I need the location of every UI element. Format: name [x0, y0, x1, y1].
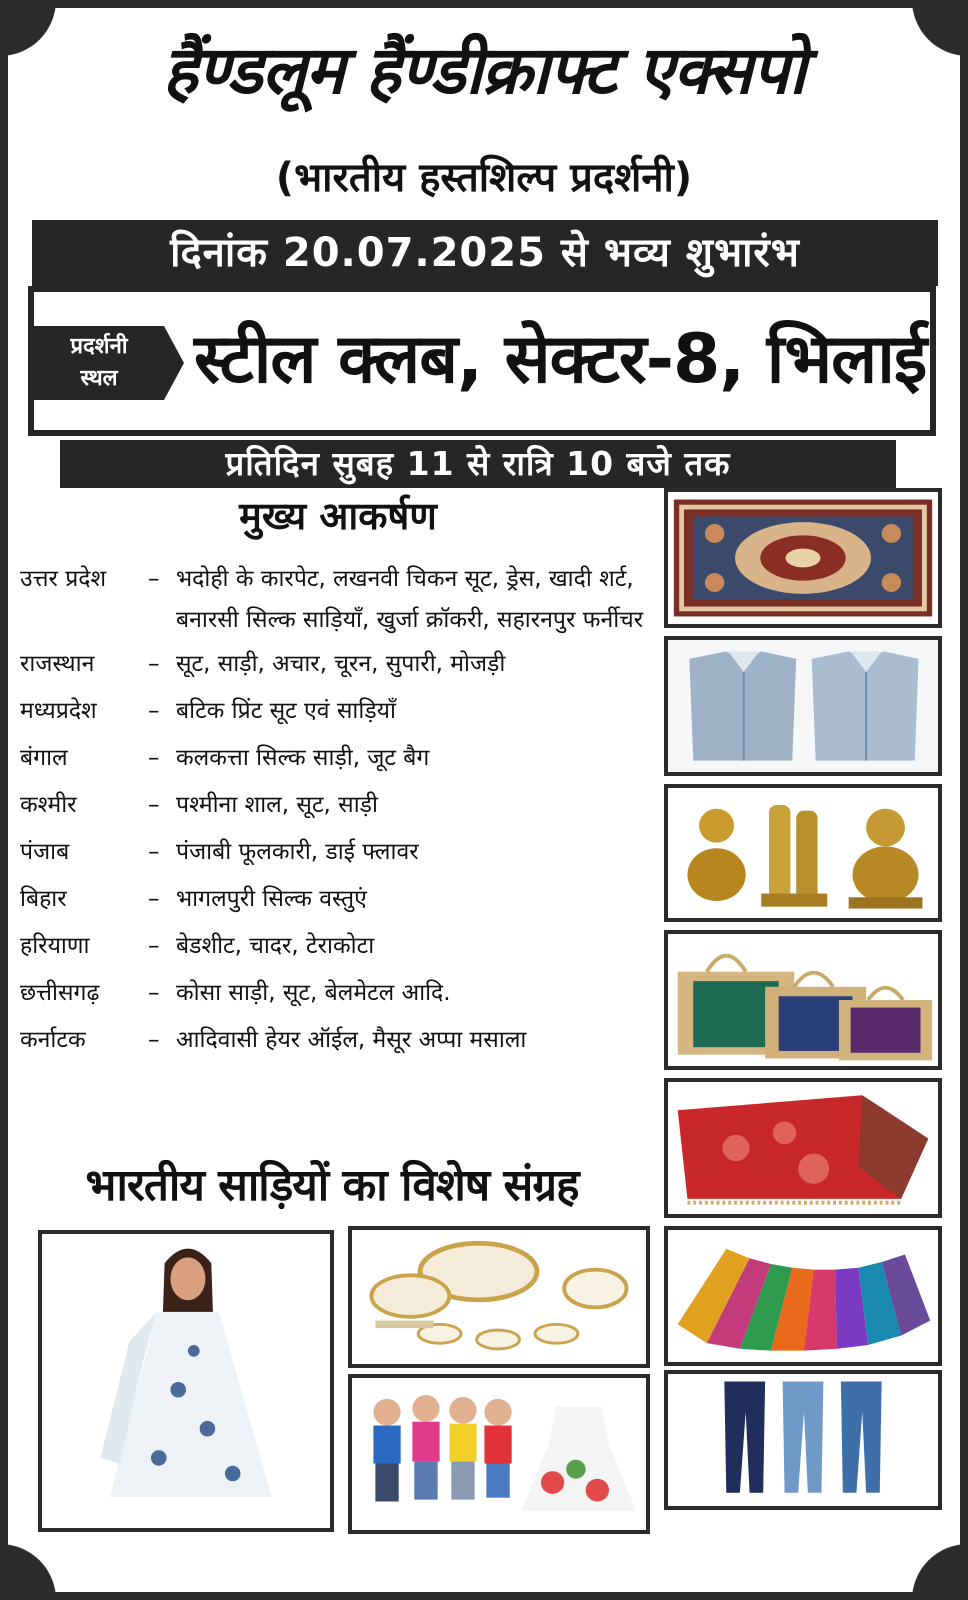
attraction-state: बंगाल	[20, 745, 68, 771]
attraction-dash: –	[148, 651, 160, 677]
special-collection-heading: भारतीय साड़ियों का विशेष संग्रह	[85, 1160, 579, 1211]
attraction-items: बेडशीट, चादर, टेराकोटा	[176, 933, 375, 959]
attraction-state: राजस्थान	[20, 651, 95, 677]
attraction-items: पश्मीना शाल, सूट, साड़ी	[176, 792, 378, 818]
attraction-state: मध्यप्रदेश	[20, 698, 97, 724]
attractions-heading: मुख्य आकर्षण	[239, 494, 437, 538]
date-band: दिनांक 20.07.2025 से भव्य शुभारंभ	[32, 220, 938, 286]
attraction-dash: –	[148, 1027, 160, 1053]
attraction-items: कोसा साड़ी, सूट, बेलमेटल आदि.	[176, 980, 451, 1006]
venue-inner	[34, 292, 930, 430]
attraction-items: पंजाबी फूलकारी, डाई फ्लावर	[176, 839, 419, 865]
carpet-photo	[664, 488, 942, 628]
attraction-items: भदोही के कारपेट, लखनवी चिकन सूट, ड्रेस, खादी शर्ट, बनारसी सिल्क साड़ियाँ, खुर्जा क्रॉकरी, सहारनपुर फर्नीचर	[176, 566, 644, 633]
jeans-photo	[664, 1370, 942, 1510]
kids-wear-photo	[348, 1374, 650, 1534]
attractions-list	[20, 556, 660, 1064]
attraction-state: छत्तीसगढ़	[20, 980, 100, 1006]
attraction-dash: –	[148, 698, 160, 724]
attraction-row	[20, 829, 660, 876]
attraction-row	[20, 876, 660, 923]
attraction-dash: –	[148, 745, 160, 771]
venue-name: स्टील क्लब, सेक्टर-8, भिलाई	[194, 320, 927, 399]
attraction-state: कश्मीर	[20, 792, 77, 818]
corner-decoration	[912, 0, 968, 56]
attraction-dash: –	[148, 980, 160, 1006]
attraction-row	[20, 782, 660, 829]
shawl-photo	[664, 1078, 942, 1218]
brass-idols-photo	[664, 784, 942, 922]
jute-bags-photo	[664, 930, 942, 1070]
attraction-items: सूट, साड़ी, अचार, चूरन, सुपारी, मोजड़ी	[176, 651, 506, 677]
attraction-row	[20, 970, 660, 1017]
venue-tag-line1: प्रदर्शनी	[70, 334, 128, 359]
kurti-dress-photo	[38, 1230, 334, 1532]
corner-decoration	[0, 1544, 56, 1600]
attraction-row	[20, 923, 660, 970]
venue-tag-line2: स्थल	[80, 366, 118, 391]
venue-box	[28, 286, 936, 436]
attraction-row	[20, 735, 660, 782]
attraction-dash: –	[148, 839, 160, 865]
shirts-photo	[664, 636, 942, 776]
crockery-set-photo	[348, 1226, 650, 1368]
attraction-row	[20, 688, 660, 735]
attraction-items: कलकत्ता सिल्क साड़ी, जूट बैग	[176, 745, 430, 771]
sarees-photo	[664, 1226, 942, 1366]
attraction-dash: –	[148, 933, 160, 959]
attraction-dash: –	[148, 886, 160, 912]
attraction-row	[20, 641, 660, 688]
attraction-row	[20, 556, 660, 641]
attraction-state: बिहार	[20, 886, 67, 912]
attraction-row	[20, 1017, 660, 1064]
attraction-items: आदिवासी हेयर ऑईल, मैसूर अप्पा मसाला	[176, 1027, 527, 1053]
poster-title: हैंण्डलूम हैंण्डीक्राफ्ट एक्सपो	[162, 32, 806, 109]
poster-subtitle: (भारतीय हस्तशिल्प प्रदर्शनी)	[275, 155, 693, 201]
attraction-items: बटिक प्रिंट सूट एवं साड़ियाँ	[176, 698, 396, 724]
corner-decoration	[912, 1544, 968, 1600]
attraction-state: पंजाब	[20, 839, 70, 865]
attraction-dash: –	[148, 792, 160, 818]
timing-band: प्रतिदिन सुबह 11 से रात्रि 10 बजे तक	[60, 440, 896, 488]
attraction-dash: –	[148, 566, 160, 592]
attraction-state: उत्तर प्रदेश	[20, 566, 107, 592]
attraction-state: कर्नाटक	[20, 1027, 86, 1053]
attraction-state: हरियाणा	[20, 933, 90, 959]
attraction-items: भागलपुरी सिल्क वस्तुएं	[176, 886, 367, 912]
venue-tag	[34, 326, 164, 400]
